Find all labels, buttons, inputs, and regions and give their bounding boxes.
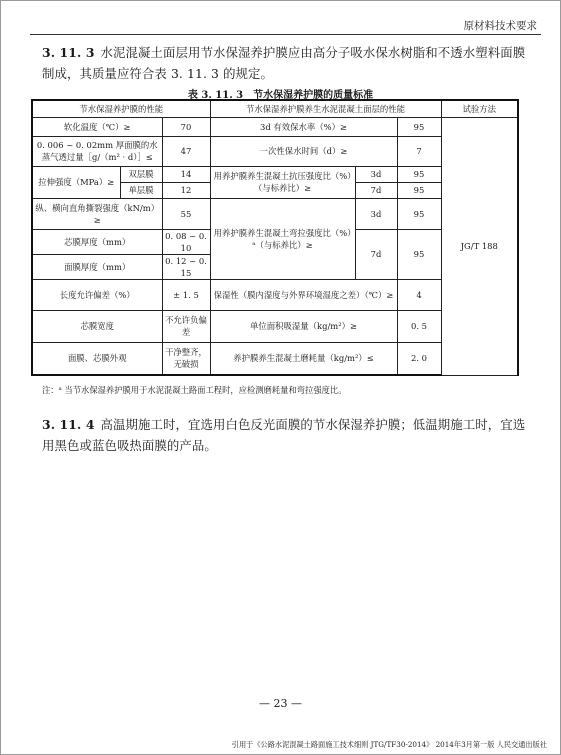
- clause-3-11-3: [42, 42, 532, 84]
- cell-length-tolerance: 长度允许偏差（%）: [32, 279, 162, 310]
- cell-value: ± 1. 5: [162, 279, 210, 310]
- cell-age: 7d: [355, 182, 397, 198]
- cell-single-layer: 单层膜: [120, 182, 162, 198]
- cell-softening-temp: 软化温度（℃）≥: [32, 117, 162, 136]
- cell-value: 95: [397, 182, 441, 198]
- quality-standard-table: [31, 99, 519, 376]
- cell-value: 55: [162, 198, 210, 229]
- cell-value: 95: [397, 229, 441, 279]
- cell-value: 0. 12 ~ 0. 15: [162, 254, 210, 279]
- cell-value: 0. 5: [397, 310, 441, 342]
- clause-number: 3. 11. 4: [42, 417, 95, 432]
- cell-core-width: 芯膜宽度: [32, 310, 162, 342]
- table-note: 注：ᵃ 当节水保湿养护膜用于水泥混凝土路面工程时，应检测磨耗量和弯拉强度比。: [42, 385, 347, 395]
- cell-value: 95: [397, 166, 441, 182]
- cell-moisture-retention: 保湿性（膜内湿度与外界环境湿度之差）（℃）≥: [210, 279, 397, 310]
- cell-double-layer: 双层膜: [120, 166, 162, 182]
- cell-value: 14: [162, 166, 210, 182]
- cell-vapor-transmission: 0. 006 ~ 0. 02mm 厚面膜的水蒸气透过量［g/（m² · d）］≤: [32, 136, 162, 166]
- citation-footer: 引用于《公路水泥混凝土路面施工技术细则 JTG/TF30-2014》 2014年3月第一版 人民交通出版社: [231, 740, 547, 749]
- cell-retention-time: 一次性保水时间（d）≥: [210, 136, 397, 166]
- cell-tear-strength: 纵、横向直角撕裂强度（kN/m）≥: [32, 198, 162, 229]
- cell-value: 不允许负偏差: [162, 310, 210, 342]
- cell-value: 70: [162, 117, 210, 136]
- cell-test-method: JG/T 188: [441, 117, 518, 375]
- cell-water-retention: 3d 有效保水率（%）≥: [210, 117, 397, 136]
- header-concrete-performance: 节水保湿养护膜养生水泥混凝土面层的性能: [210, 100, 441, 117]
- cell-appearance: 面膜、芯膜外观: [32, 342, 162, 375]
- cell-value: 0. 08 ~ 0. 10: [162, 229, 210, 254]
- cell-value: 12: [162, 182, 210, 198]
- cell-value: 干净整齐，无破损: [162, 342, 210, 375]
- cell-age: 7d: [355, 229, 397, 279]
- cell-abrasion-loss: 养护膜养生混凝土磨耗量（kg/m²）≤: [210, 342, 397, 375]
- cell-value: 4: [397, 279, 441, 310]
- cell-face-thickness: 面膜厚度（mm）: [32, 254, 162, 279]
- header-rule: [30, 34, 541, 35]
- cell-flexural-ratio: 用养护膜养生混凝土弯拉强度比（%）ᵃ（与标养比）≥: [210, 198, 355, 279]
- cell-value: 95: [397, 117, 441, 136]
- cell-age: 3d: [355, 166, 397, 182]
- header-film-performance: 节水保湿养护膜的性能: [32, 100, 210, 117]
- clause-text: 高温期施工时，宜选用白色反光面膜的节水保湿养护膜；低温期施工时，宜选用黑色或蓝色吸热面膜的产品。: [42, 417, 526, 453]
- cell-age: 3d: [355, 198, 397, 229]
- running-header: 原材料技术要求: [463, 20, 537, 32]
- clause-3-11-4: [42, 414, 532, 456]
- cell-tensile-strength: 拉伸强度（MPa）≥: [32, 166, 120, 198]
- cell-moisture-absorption: 单位面积吸湿量（kg/m²）≥: [210, 310, 397, 342]
- cell-compressive-ratio: 用养护膜养生混凝土抗压强度比（%）（与标养比）≥: [210, 166, 355, 198]
- cell-value: 2. 0: [397, 342, 441, 375]
- cell-value: 95: [397, 198, 441, 229]
- cell-core-thickness: 芯膜厚度（mm）: [32, 229, 162, 254]
- clause-number: 3. 11. 3: [42, 45, 95, 60]
- header-test-method: 试验方法: [441, 100, 518, 117]
- page-number: — 23 —: [259, 697, 302, 710]
- table-caption: 表 3. 11. 3 节水保湿养护膜的质量标准: [187, 90, 374, 101]
- clause-text: 水泥混凝土面层用节水保湿养护膜应由高分子吸水保水树脂和不透水塑料面膜制成，其质量应符合表 3. 11. 3 的规定。: [42, 45, 526, 81]
- cell-value: 47: [162, 136, 210, 166]
- cell-value: 7: [397, 136, 441, 166]
